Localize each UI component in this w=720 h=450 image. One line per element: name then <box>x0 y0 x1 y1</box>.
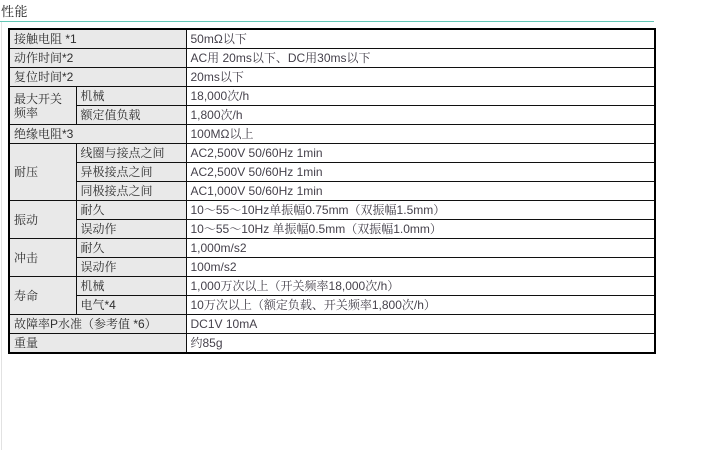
spec-group-cell: 耐压 <box>9 144 76 201</box>
spec-value-cell: AC1,000V 50/60Hz 1min <box>186 182 655 201</box>
table-row <box>9 315 655 334</box>
spec-sublabel-cell: 线圈与接点之间 <box>76 144 186 163</box>
page-title: 性能 <box>1 4 29 19</box>
table-row <box>9 220 655 239</box>
spec-sublabel-cell: 异极接点之间 <box>76 163 186 182</box>
spec-value-cell: 10万次以上（额定负载、开关频率1,800次/h） <box>186 296 655 315</box>
spec-value-cell: 100m/s2 <box>186 258 655 277</box>
spec-sublabel-cell: 额定值负载 <box>76 106 186 125</box>
table-row <box>9 201 655 220</box>
table-row <box>9 144 655 163</box>
spec-value-cell: 1,000m/s2 <box>186 239 655 258</box>
spec-value-cell: 1,000万次以上（开关频率18,000次/h） <box>186 277 655 296</box>
table-row <box>9 163 655 182</box>
table-row <box>9 125 655 144</box>
spec-sublabel-cell: 机械 <box>76 277 186 296</box>
spec-label-cell: 绝缘电阻*3 <box>9 125 186 144</box>
spec-value-cell: 18,000次/h <box>186 87 655 106</box>
table-row <box>9 334 655 354</box>
table-row <box>9 106 655 125</box>
spec-table-body <box>9 29 655 353</box>
spec-sublabel-cell: 电气*4 <box>76 296 186 315</box>
spec-table <box>8 28 656 354</box>
table-row <box>9 258 655 277</box>
spec-sublabel-cell: 耐久 <box>76 201 186 220</box>
title-underline <box>0 21 654 22</box>
left-edge-rule <box>1 22 2 450</box>
spec-label-cell: 动作时间*2 <box>9 49 186 68</box>
spec-value-cell: 20ms以下 <box>186 68 655 87</box>
spec-group-cell: 振动 <box>9 201 76 239</box>
spec-value-cell: DC1V 10mA <box>186 315 655 334</box>
table-row <box>9 68 655 87</box>
spec-label-cell: 接触电阻 *1 <box>9 29 186 49</box>
spec-value-cell: 100MΩ以上 <box>186 125 655 144</box>
table-row <box>9 49 655 68</box>
spec-sublabel-cell: 耐久 <box>76 239 186 258</box>
spec-label-cell: 复位时间*2 <box>9 68 186 87</box>
spec-value-cell: 10～55～10Hz单振幅0.75mm（双振幅1.5mm） <box>186 201 655 220</box>
spec-group-cell: 最大开关频率 <box>9 87 76 125</box>
table-row <box>9 29 655 49</box>
spec-value-cell: 10～55～10Hz 单振幅0.5mm（双振幅1.0mm） <box>186 220 655 239</box>
spec-label-cell: 重量 <box>9 334 186 354</box>
spec-value-cell: 约85g <box>186 334 655 354</box>
spec-label-cell: 故障率P水准（参考值 *6） <box>9 315 186 334</box>
spec-group-cell: 冲击 <box>9 239 76 277</box>
table-row <box>9 296 655 315</box>
table-row <box>9 239 655 258</box>
spec-value-cell: 50mΩ以下 <box>186 29 655 49</box>
spec-group-cell: 寿命 <box>9 277 76 315</box>
spec-sublabel-cell: 同极接点之间 <box>76 182 186 201</box>
spec-sublabel-cell: 误动作 <box>76 220 186 239</box>
spec-sublabel-cell: 误动作 <box>76 258 186 277</box>
spec-value-cell: 1,800次/h <box>186 106 655 125</box>
table-row <box>9 87 655 106</box>
spec-value-cell: AC2,500V 50/60Hz 1min <box>186 144 655 163</box>
spec-value-cell: AC2,500V 50/60Hz 1min <box>186 163 655 182</box>
spec-sublabel-cell: 机械 <box>76 87 186 106</box>
table-row <box>9 277 655 296</box>
table-row <box>9 182 655 201</box>
spec-value-cell: AC用 20ms以下、DC用30ms以下 <box>186 49 655 68</box>
